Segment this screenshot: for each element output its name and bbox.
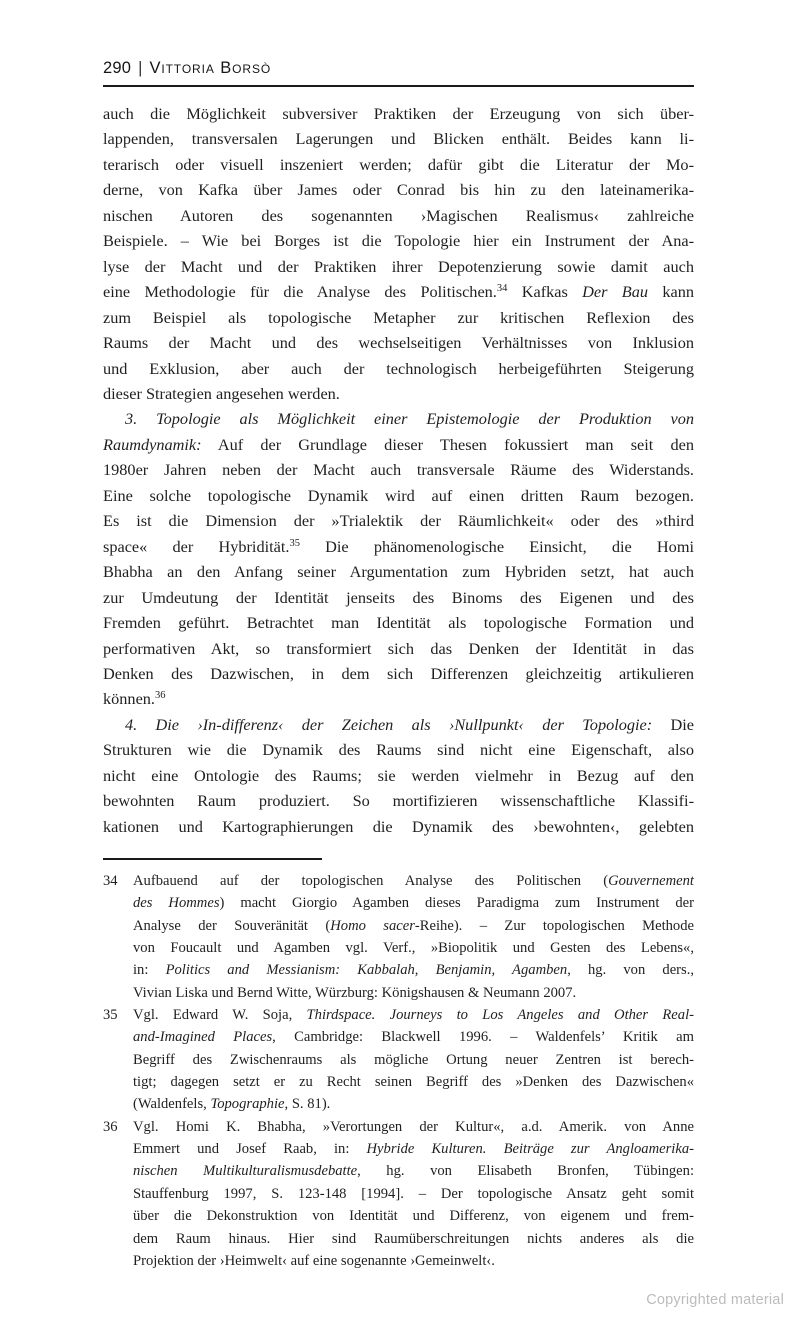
text-line: zur Umdeutung der Identität jenseits des Binoms des Eigenen und des <box>103 587 694 607</box>
text-line: bewohnten Raum produziert. So mortifizieren wissenschaftliche Klassifi- <box>103 791 694 811</box>
text-line: lappenden, transversalen Lagerungen und Blicken enthält. Beides kann li- <box>103 129 694 149</box>
paragraph <box>103 712 694 839</box>
text-line: auch die Möglichkeit subversiver Praktiken der Erzeugung von sich über- <box>103 104 694 123</box>
footnote-separator-rule <box>103 858 322 860</box>
text-line: Raumdynamik: Auf der Grundlage dieser Thesen fokussiert man seit den <box>103 434 694 454</box>
text-line: Beispiele. – Wie bei Borges ist die Topologie hier ein Instrument der Ana- <box>103 231 694 251</box>
text-line: Vivian Liska und Bernd Witte, Würzburg: Königshausen & Neumann 2007. <box>133 984 577 1001</box>
text-line: Projektion der ›Heimwelt‹ auf eine sogenannte ›Gemeinwelt‹. <box>133 1252 495 1269</box>
text-line: Es ist die Dimension der »Trialektik der Räumlichkeit« oder des »third <box>103 511 694 531</box>
text-line: Vgl. Homi K. Bhabha, »Verortungen der Kultur«, a.d. Amerik. von Anne <box>133 1118 694 1135</box>
footnote-reference: 36 <box>155 690 166 702</box>
text-line: Analyse der Souveränität (Homo sacer-Reihe). – Zur topologischen Methode <box>133 917 694 934</box>
text-line: und Exklusion, aber auch der technologisch herbeigeführten Steigerung <box>103 358 694 378</box>
text-line: (Waldenfels, Topographie, S. 81). <box>133 1096 331 1113</box>
footnote <box>103 1004 694 1116</box>
text-line: space« der Hybridität.$^{35}$ Die phänomenologische Einsicht, die Homi <box>103 536 695 556</box>
footnote <box>103 1116 694 1272</box>
header-divider: | <box>138 59 143 77</box>
text-line: von Foucault und Agamben vgl. Verf., »Biopolitik und Gesten des Lebens«, <box>133 940 694 957</box>
paragraph <box>103 406 694 711</box>
footnote-number: 34 <box>103 873 118 889</box>
text-line: Strukturen wie die Dynamik des Raums sind nicht eine Eigenschaft, also <box>103 740 694 760</box>
footnote-reference: 35 <box>289 537 300 549</box>
text-line: dieser Strategien angesehen werden. <box>103 383 340 403</box>
text-line: Denken des Dazwischen, in dem sich Differenzen gleichzeitig artikulieren <box>103 663 694 683</box>
text-line: Eine solche topologische Dynamik wird auf einen dritten Raum bezogen. <box>103 485 694 505</box>
text-line: derne, von Kafka über James oder Conrad bis hin zu den lateinamerika- <box>103 180 694 200</box>
text-line: terarisch oder visuell inszeniert werden; dafür gibt die Literatur der Mo- <box>103 154 694 174</box>
text-line: kationen und Kartographierungen die Dynamik des ›bewohnten‹, gelebten <box>103 816 694 836</box>
text-line: über die Dekonstruktion von Identität und Differenz, von eigenem und frem- <box>133 1208 694 1225</box>
text-line: performativen Akt, so transformiert sich das Denken der Identität in das <box>103 638 694 658</box>
footnotes <box>103 870 694 1272</box>
text-line: Raums der Macht und des wechselseitigen Verhältnisses von Inklusion <box>103 333 694 353</box>
text-line: 4. Die ›In-differenz‹ der Zeichen als ›Nullpunkt‹ der Topologie: Die <box>125 714 694 734</box>
text-line: and-Imagined Places, Cambridge: Blackwell 1996. – Waldenfels’ Kritik am <box>133 1029 694 1046</box>
text-line: nicht eine Ontologie des Raums; sie werden vielmehr in Bezug auf den <box>103 765 694 785</box>
text-line: nischen Autoren des sogenannten ›Magischen Realismus‹ zahlreiche <box>103 205 694 225</box>
text-line: Bhabha an den Anfang seiner Argumentation zum Hybriden setzt, hat auch <box>103 562 694 582</box>
text-line: können.$^{36}$ <box>103 689 166 709</box>
footnote-number: 36 <box>103 1118 118 1135</box>
text-line: tigt; dagegen setzt er zu Recht seinen Begriff des »Denken des Dazwischen« <box>133 1074 694 1091</box>
running-header <box>103 58 694 87</box>
text-line: Emmert und Josef Raab, in: Hybride Kulturen. Beiträge zur Angloamerika- <box>133 1141 694 1158</box>
footnote-reference: 34 <box>496 283 508 295</box>
author-name: Vittoria Borsò <box>149 59 272 77</box>
text-line: lyse der Macht und der Praktiken ihrer Depotenzierung sowie damit auch <box>103 256 694 276</box>
page-number: 290 <box>103 59 132 77</box>
watermark: Copyrighted material <box>646 1292 784 1308</box>
text-line: zum Beispiel als topologische Metapher zur kritischen Reflexion des <box>103 307 694 327</box>
text-line: Fremden geführt. Betrachtet man Identität als topologische Formation und <box>103 613 694 633</box>
body-text <box>103 101 694 839</box>
text-line: Stauffenburg 1997, S. 123-148 [1994]. – Der topologische Ansatz geht somit <box>133 1185 694 1202</box>
text-line: Vgl. Edward W. Soja, Thirdspace. Journeys to Los Angeles and Other Real- <box>133 1007 694 1024</box>
text-line: dem Raum hinaus. Hier sind Raumüberschreitungen nichts anderes als die <box>133 1230 694 1247</box>
text-line: in: Politics and Messianism: Kabbalah, Benjamin, Agamben, hg. von ders., <box>133 962 695 979</box>
text-line: 3. Topologie als Möglichkeit einer Epistemologie der Produktion von <box>125 409 694 429</box>
paragraph <box>103 101 694 406</box>
footnote <box>103 870 694 1004</box>
text-line: des Hommes) macht Giorgio Agamben dieses Paradigma zum Instrument der <box>133 895 694 912</box>
text-line: Aufbauend auf der topologischen Analyse des Politischen (Gouvernement <box>133 873 694 889</box>
text-line: 1980er Jahren neben der Macht auch transversale Räume des Widerstands. <box>103 460 694 480</box>
footnote-number: 35 <box>103 1007 118 1024</box>
text-line: nischen Multikulturalismusdebatte, hg. von Elisabeth Bronfen, Tübingen: <box>133 1163 694 1180</box>
text-line: Begriff des Zwischenraums als mögliche Ortung neuer Zentren ist berech- <box>133 1051 694 1068</box>
text-line: eine Methodologie für die Analyse des Politischen.$^{34}$ Kafkas Der Bau kann <box>103 282 695 302</box>
